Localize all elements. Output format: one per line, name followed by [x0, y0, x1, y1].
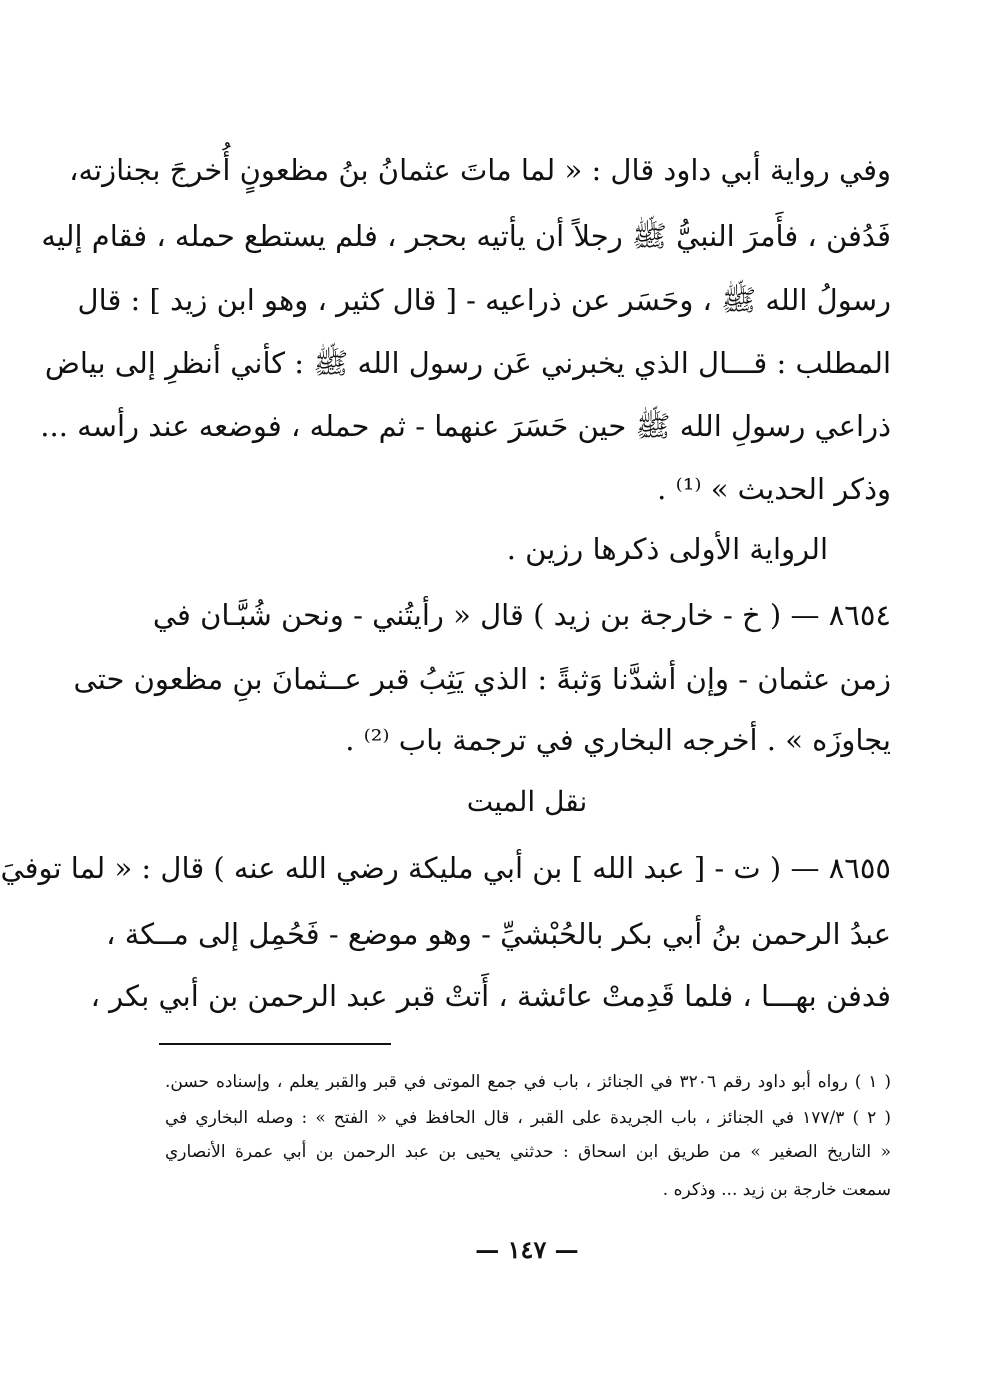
hadith-8655-line-2: عبدُ الرحمن بنُ أبي بكر بالحُبْشيِّ - وهو موضع - فَحُمِل إلى مــكة ، — [106, 917, 891, 951]
footnote-2-line-1: ( ٢ ) ١٧٧/٣ في الجنائز ، باب الجريدة على القبر ، قال الحافظ في « الفتح » : وصله البخاري في — [165, 1108, 891, 1128]
hadith-8654-line-2: زمن عثمان - وإن أشدَّنا وَثبةً : الذي يَثِبُ قبر عــثمانَ بنِ مظعون حتى — [73, 662, 891, 696]
body-line-5: ذراعي رسولِ الله ﷺ حين حَسَرَ عنهما - ثم حمله ، فوضعه عند رأسه ... — [40, 409, 891, 443]
footnote-1: ( ١ ) رواه أبو داود رقم ٣٢٠٦ في الجنائز ، باب في جمع الموتى في قبر والقبر يعلم ، وإسناده حسن. — [165, 1072, 891, 1092]
page-number: — ١٤٧ — — [475, 1235, 579, 1264]
body-line-2: فَدُفن ، فأَمرَ النبيُّ ﷺ رجلاً أن يأتيه بحجر ، فلم يستطع حمله ، فقام إليه — [41, 219, 891, 253]
body-line-6: وذكر الحديث » ⁽¹⁾ . — [657, 472, 891, 506]
footnote-2-line-2: « التاريخ الصغير » من طريق ابن اسحاق : حدثني يحيى بن عبد الرحمن بن أبي عمرة الأنصاري — [165, 1142, 891, 1162]
section-heading: نقل الميت — [466, 785, 588, 818]
body-line-3: رسولُ الله ﷺ ، وحَسَر عن ذراعيه - [ قال كثير ، وهو ابن زيد ] : قال — [77, 283, 891, 317]
body-line-4: المطلب : قـــال الذي يخبرني عَن رسول الله ﷺ : كأني أنظرِ إلى بياض — [44, 346, 891, 380]
footnote-2-line-3: سمعت خارجة بن زيد ... وذكره . — [662, 1180, 891, 1200]
hadith-8654-line-1: ٨٦٥٤ — ( خ - خارجة بن زيد ) قال « رأيتُني - ونحن شُبَّـان في — [152, 598, 891, 632]
hadith-8655-line-3: فدفن بهـــا ، فلما قَدِمتْ عائشة ، أَتتْ قبر عبد الرحمن بن أبي بكر ، — [90, 979, 891, 1013]
hadith-8654-line-3: يجاوزَه » . أخرجه البخاري في ترجمة باب ⁽²⁾ . — [345, 723, 891, 757]
body-line-1: وفي رواية أبي داود قال : « لما ماتَ عثمانُ بنُ مظعونٍ أُخرجَ بجنازته، — [69, 153, 891, 187]
footnote-separator — [159, 1043, 391, 1045]
hadith-8655-line-1: ٨٦٥٥ — ( ت - [ عبد الله ] بن أبي مليكة رضي الله عنه ) قال : « لما توفيَ — [0, 851, 891, 885]
body-line-7: الرواية الأولى ذكرها رزين . — [506, 532, 828, 566]
